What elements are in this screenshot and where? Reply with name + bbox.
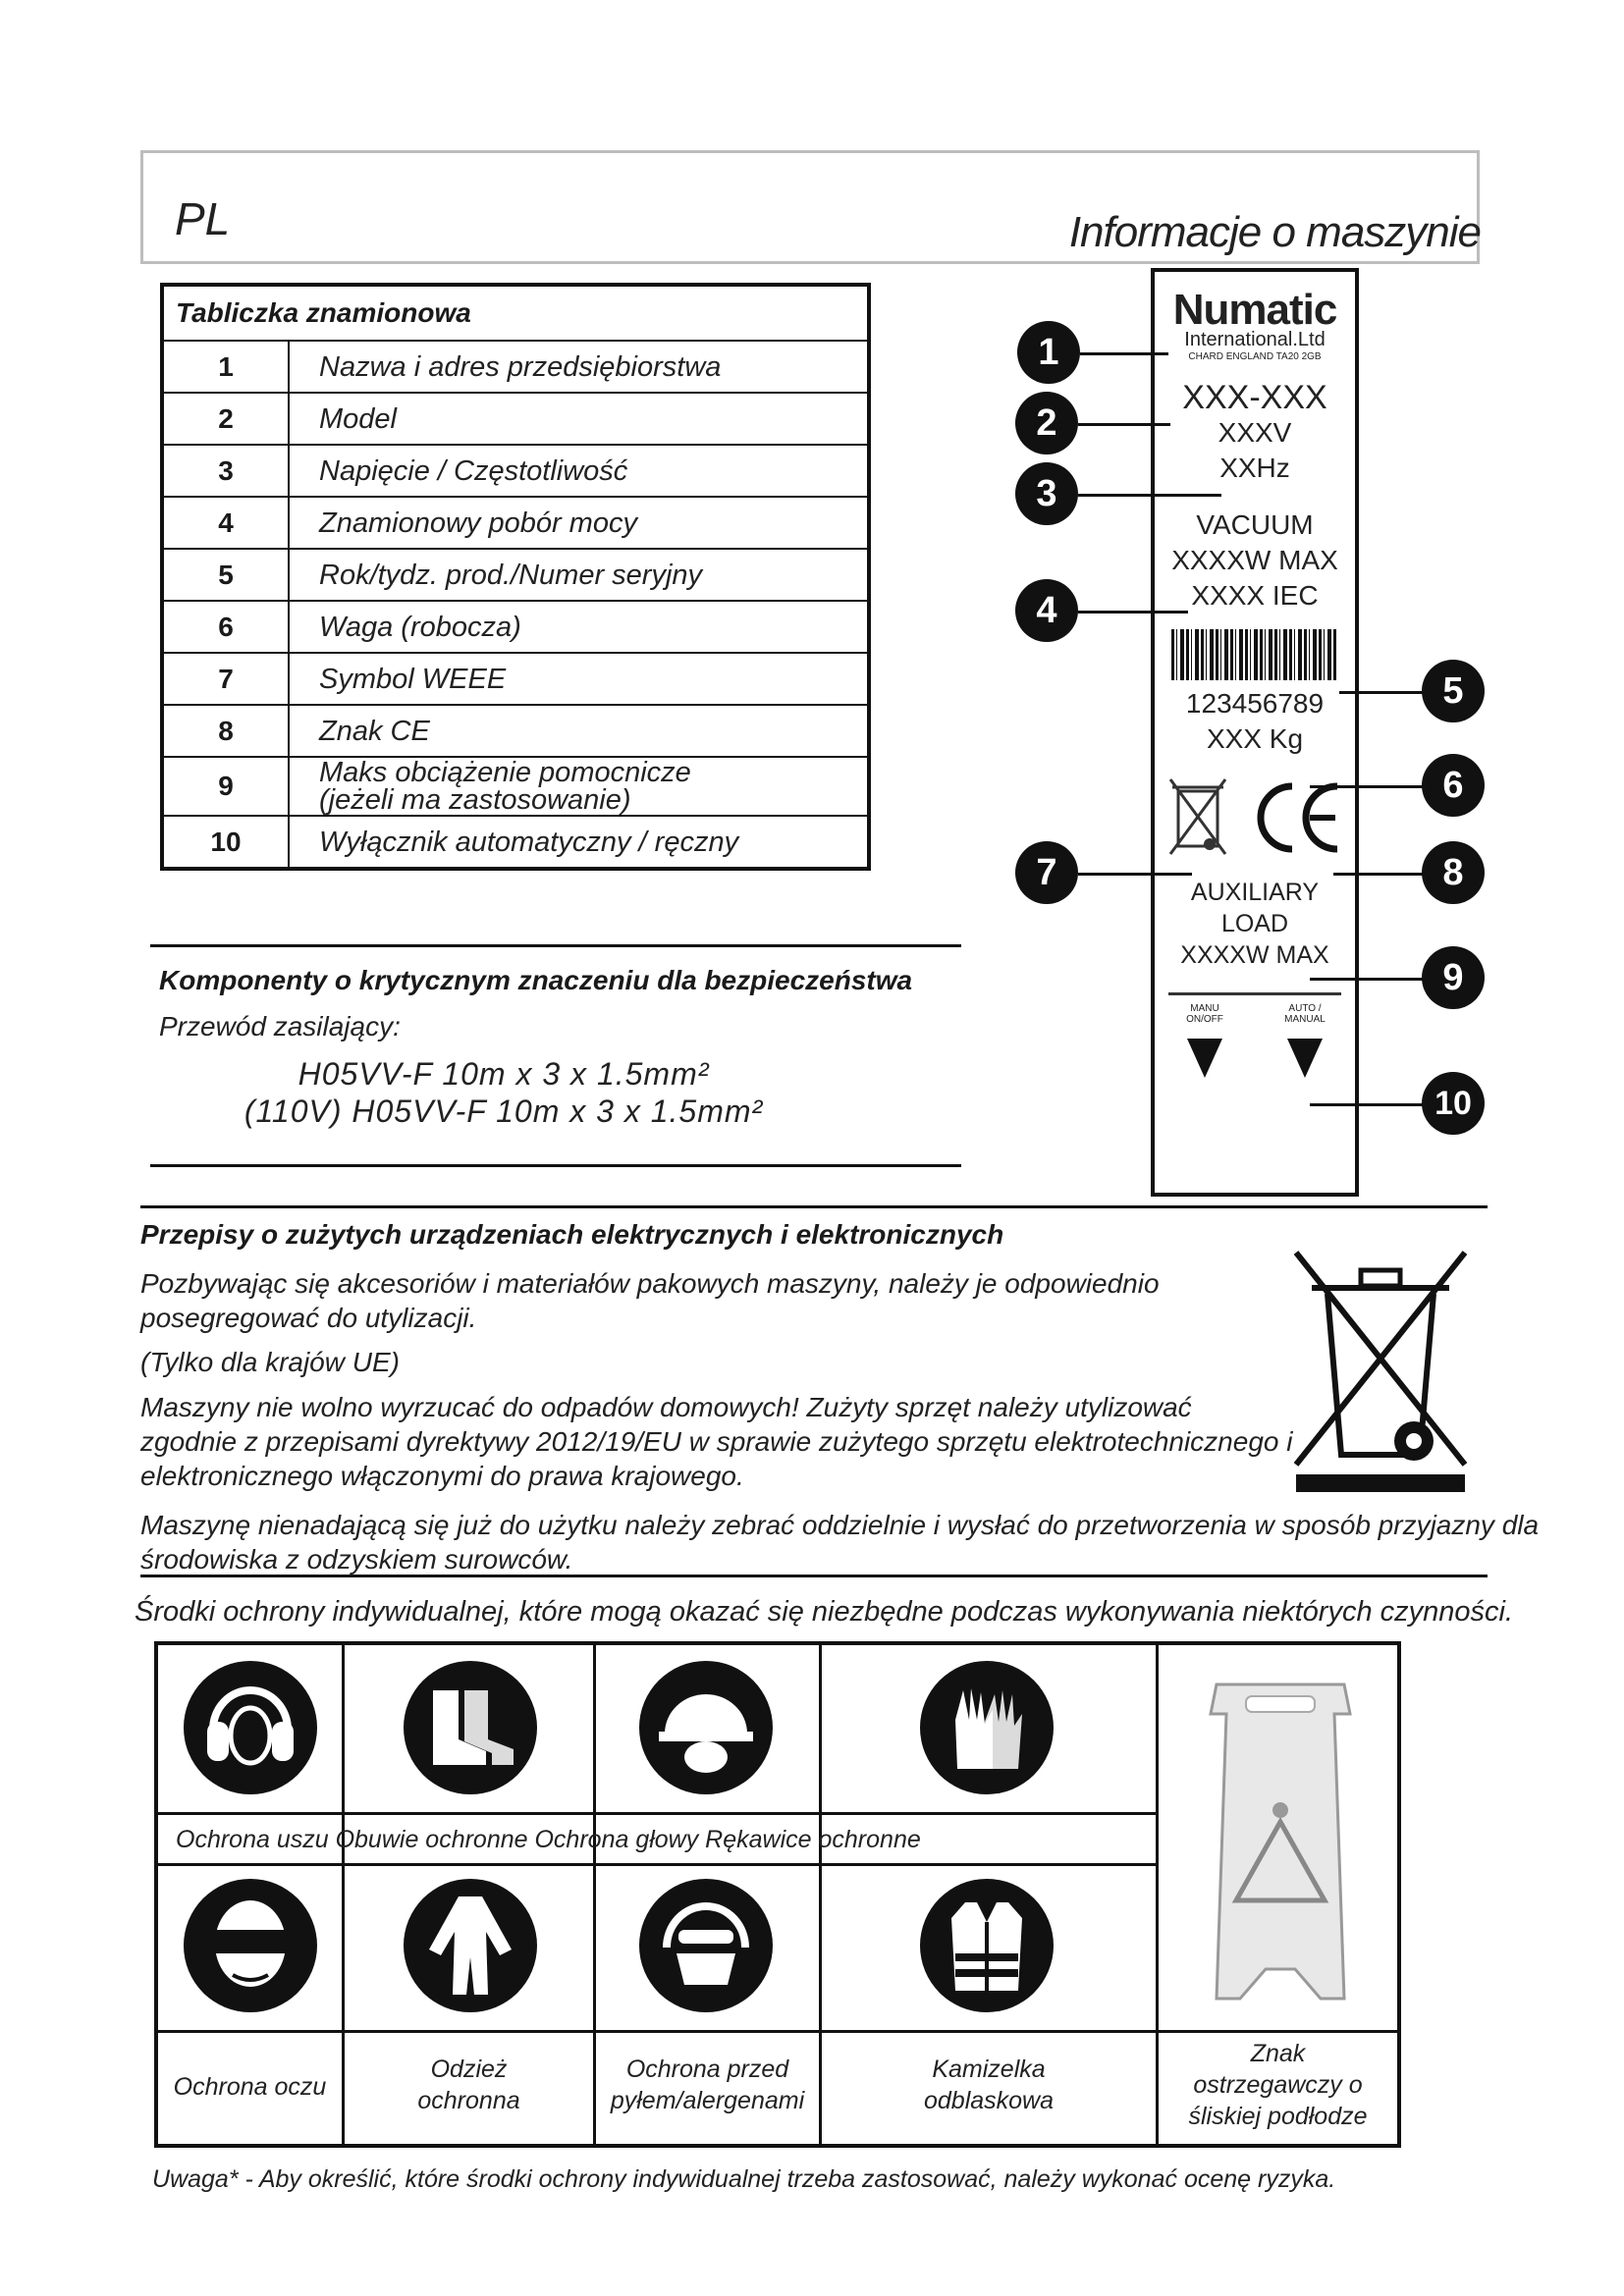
barcode-icon [1171, 629, 1338, 680]
paragraph-line: elektronicznego włączonymi do prawa krajowego. [140, 1461, 744, 1491]
paragraph-line: posegregować do utylizacji. [140, 1303, 477, 1333]
callout-badge-9: 9 [1422, 946, 1485, 1009]
callout-badge-10: 10 [1422, 1072, 1485, 1135]
paragraph-line: Pozbywając się akcesoriów i materiałów pakowych maszyny, należy je odpowiednio [140, 1268, 1160, 1299]
plate-weight: XXX Kg [1206, 723, 1304, 754]
plate-switch-labels [1155, 1003, 1355, 1025]
table-row [164, 654, 867, 706]
plate-vacuum: VACUUM [1196, 509, 1314, 540]
plate-company: International.Ltd [1184, 329, 1326, 350]
row-text-line: Maks obciążenie pomocnicze [319, 757, 691, 788]
divider [140, 1575, 1488, 1577]
weee-title: Przepisy o zużytych urządzeniach elektrycznych i elektronicznych [140, 1219, 1004, 1250]
table-row [164, 394, 867, 446]
row-number: 4 [164, 498, 290, 548]
critical-title: Komponenty o krytycznym znaczeniu dla bezpieczeństwa [159, 965, 913, 995]
plate-divider [1168, 992, 1341, 995]
leader-line [1310, 978, 1424, 981]
table-row [164, 550, 867, 602]
ce-mark-icon [1253, 778, 1343, 857]
caption-line: śliskiej podłodze [1188, 2103, 1368, 2130]
plate-aux-1: AUXILIARY [1190, 879, 1320, 906]
row-text: Wyłącznik automatyczny / ręczny [319, 826, 739, 858]
table-row [164, 446, 867, 498]
callout-badge-7: 7 [1015, 841, 1078, 904]
rating-plate-table [160, 283, 871, 871]
table-row [164, 706, 867, 758]
plate-brand: Numatic [1172, 286, 1337, 334]
protective-clothing-icon [404, 1879, 537, 2012]
arrow-down-icon [1187, 1039, 1222, 1078]
row-text: Model [319, 402, 397, 435]
row-number: 9 [164, 758, 290, 815]
leader-line [1078, 494, 1221, 497]
language-code: PL [175, 193, 231, 244]
caption-protective-clothing [345, 2054, 593, 2116]
head-protection-icon [639, 1661, 773, 1794]
callout-badge-5: 5 [1422, 660, 1485, 722]
caption-line: Kamizelka [932, 2056, 1046, 2083]
leader-line [1333, 873, 1424, 876]
row-number: 7 [164, 654, 290, 704]
callout-badge-4: 4 [1015, 579, 1078, 642]
rating-plate-illustration [1151, 268, 1359, 1197]
table-row [164, 342, 867, 394]
plate-address: CHARD ENGLAND TA20 2GB [1188, 351, 1322, 362]
caption-eye-protection: Ochrona oczu [173, 2073, 327, 2101]
divider [150, 944, 961, 947]
caption-wet-floor-sign [1159, 2038, 1397, 2132]
page-header [140, 150, 1480, 264]
dust-mask-icon [639, 1879, 773, 2012]
ppe-note: Środki ochrony indywidualnej, które mogą okazać się niezbędne podczas wykonywania niektórych czynności. [135, 1596, 1514, 1628]
row-text: Nazwa i adres przedsiębiorstwa [319, 350, 722, 383]
leader-line [1339, 691, 1424, 694]
hi-vis-vest-icon [920, 1879, 1054, 2012]
row-number: 5 [164, 550, 290, 600]
leader-line [1078, 611, 1188, 614]
ear-protection-icon [184, 1661, 317, 1794]
plate-serial: 123456789 [1185, 688, 1325, 719]
protective-gloves-icon [920, 1661, 1054, 1794]
weee-paragraph-2: (Tylko dla krajów UE) [140, 1347, 400, 1377]
caption-line: ochronna [417, 2087, 520, 2114]
row-number: 3 [164, 446, 290, 496]
paragraph-line: Maszyny nie wolno wyrzucać do odpadów domowych! Zużyty sprzęt należy utylizować [140, 1392, 1192, 1422]
paragraph-line: Maszynę nienadającą się już do użytku należy zebrać oddzielnie i wysłać do przetworzenia w sposób przyjazny dla [140, 1510, 1540, 1540]
leader-line [1310, 1103, 1424, 1106]
table-row [164, 602, 867, 654]
plate-voltage: XXXV [1218, 417, 1292, 448]
row-text: Znak CE [319, 715, 430, 747]
weee-paragraph-3 [140, 1390, 1292, 1493]
ppe-row1-caption: Ochrona uszu Obuwie ochronne Ochrona głowy Rękawice ochronne [176, 1826, 921, 1853]
plate-max-power: XXXXW MAX [1171, 545, 1338, 575]
table-row [164, 817, 867, 867]
safety-boots-icon [404, 1661, 537, 1794]
rating-table-title: Tabliczka znamionowa [164, 287, 867, 342]
callout-badge-3: 3 [1015, 462, 1078, 525]
leader-line [1078, 423, 1170, 426]
wet-floor-sign-icon [1177, 1675, 1383, 2008]
row-text: Symbol WEEE [319, 663, 507, 695]
auto-label: AUTO / MANUAL [1284, 1003, 1326, 1025]
caption-line: odblaskowa [923, 2087, 1055, 2114]
leader-line [1080, 352, 1168, 355]
leader-line [1078, 873, 1192, 876]
ppe-grid [154, 1641, 1401, 2148]
eye-protection-icon [184, 1879, 317, 2012]
page-title: Informacje o maszynie [1068, 208, 1481, 256]
plate-switch-arrows [1155, 1039, 1355, 1078]
caption-line: ostrzegawczy o [1193, 2071, 1363, 2099]
plate-iec: XXXX IEC [1191, 580, 1319, 611]
row-number: 8 [164, 706, 290, 756]
callout-badge-8: 8 [1422, 841, 1485, 904]
grid-line [158, 1812, 1156, 1815]
row-text: Rok/tydz. prod./Numer seryjny [319, 559, 703, 591]
row-number: 2 [164, 394, 290, 444]
paragraph-line: zgodnie z przepisami dyrektywy 2012/19/EU w sprawie zużytego sprzętu elektrotechnicznego i [140, 1426, 1293, 1457]
caption-line: Ochrona przed [625, 2056, 789, 2083]
caption-line: pyłem/alergenami [610, 2087, 805, 2114]
row-number: 6 [164, 602, 290, 652]
manual-label: MANU ON/OFF [1186, 1003, 1223, 1025]
plate-aux-2: LOAD [1220, 910, 1289, 937]
plate-model: XXX-XXX [1182, 379, 1327, 416]
table-row [164, 498, 867, 550]
callout-badge-6: 6 [1422, 754, 1485, 817]
row-number: 10 [164, 817, 290, 867]
plate-frequency: XXHz [1219, 453, 1290, 483]
caption-hi-vis-vest [822, 2054, 1156, 2116]
cable-spec: H05VV-F 10m x 3 x 1.5mm² [298, 1056, 710, 1092]
weee-bin-icon [1166, 775, 1229, 860]
critical-subtitle: Przewód zasilający: [159, 1011, 401, 1041]
leader-line [1310, 785, 1424, 788]
weee-crossed-bin-icon [1292, 1249, 1469, 1496]
weee-paragraph-4 [140, 1508, 1539, 1576]
caption-dust-protection [596, 2054, 819, 2116]
row-text-line: (jeżeli ma zastosowanie) [319, 784, 631, 816]
callout-badge-2: 2 [1015, 392, 1078, 454]
grid-line [158, 1863, 1156, 1866]
caption-line: Znak [1250, 2040, 1306, 2067]
row-text: Znamionowy pobór mocy [319, 507, 637, 539]
row-number: 1 [164, 342, 290, 392]
plate-aux-3: XXXXW MAX [1180, 941, 1329, 969]
paragraph-line: środowiska z odzyskiem surowców. [140, 1544, 573, 1575]
row-text: Waga (robocza) [319, 611, 521, 643]
divider [140, 1205, 1488, 1208]
weee-paragraph-1 [140, 1266, 1160, 1335]
row-text: Napięcie / Częstotliwość [319, 454, 628, 487]
caption-line: Odzież [430, 2056, 508, 2083]
grid-line [158, 2030, 1397, 2033]
cable-spec-110v: (110V) H05VV-F 10m x 3 x 1.5mm² [244, 1094, 764, 1129]
row-text [290, 758, 867, 815]
footer-note: Uwaga* - Aby określić, które środki ochrony indywidualnej trzeba zastosować, należy wykonać ocenę ryzyka. [152, 2165, 1336, 2193]
table-row [164, 758, 867, 817]
divider [150, 1164, 961, 1167]
callout-badge-1: 1 [1017, 321, 1080, 384]
arrow-down-icon [1287, 1039, 1323, 1078]
